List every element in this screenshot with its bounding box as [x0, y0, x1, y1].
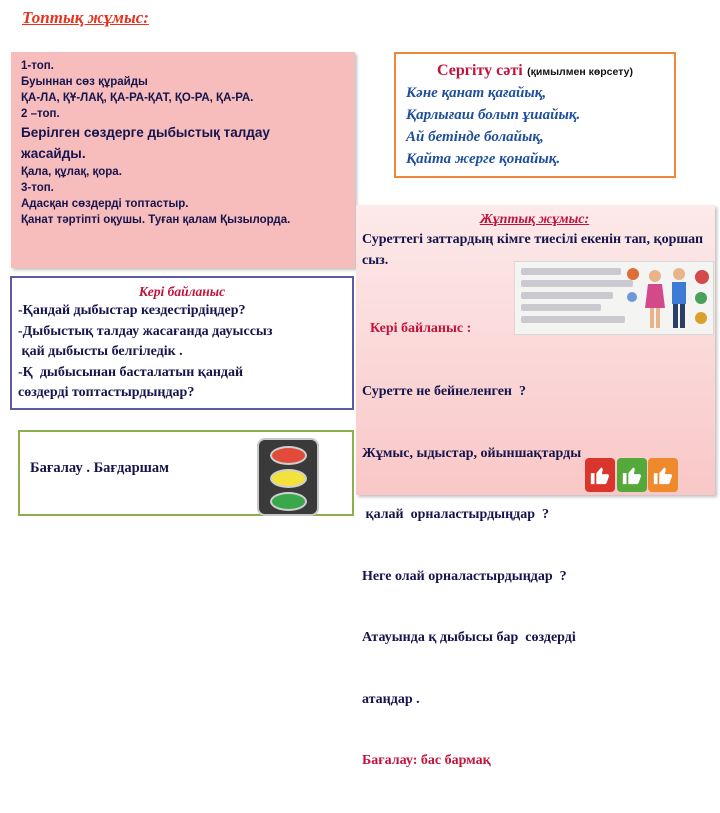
yellow-light — [270, 469, 307, 488]
verse-line: Қайта жерге қонайық. — [406, 151, 561, 167]
group-line: 3-топ. — [21, 182, 54, 194]
feedback-question: -Қандай дыбыстар кездестірдіңдер? — [18, 303, 246, 318]
red-light — [270, 446, 307, 465]
refresh-box — [394, 52, 676, 178]
boy-icon — [667, 266, 691, 332]
pair-work-box — [356, 205, 715, 768]
group-line: Қанат тәртіпті оқушы. Туған қалам Қызылорда. — [21, 214, 291, 226]
group-line: жасайды. — [21, 146, 86, 161]
verse-line: Ай бетінде болайық, — [406, 129, 544, 145]
pair-assessment: Бағалау: бас бармақ — [362, 753, 491, 768]
assessment-label: Бағалау . Бағдаршам — [30, 460, 170, 476]
pair-work-task: Суреттегі заттардың кімге тиесілі екенін тап, қоршап сыз. — [362, 232, 704, 268]
green-light — [270, 492, 307, 511]
pair-question: Суретте не бейнеленген ? — [362, 384, 526, 399]
thumbs-up-red-icon — [585, 458, 615, 492]
assessment-box — [18, 430, 354, 516]
traffic-light-icon — [257, 438, 319, 516]
pair-work-title: Жұптық жұмыс: — [479, 212, 590, 227]
group-work-box — [11, 52, 355, 268]
pair-questions — [362, 341, 581, 813]
feedback-question: сөздерді топтастырдыңдар? — [18, 385, 195, 400]
page-title: Топтық жұмыс: — [22, 8, 149, 27]
verse-line: Қарлығаш болып ұшайық. — [406, 107, 581, 123]
thumbs-up-orange-icon — [648, 458, 678, 492]
pair-feedback-title: Кері байланыс : — [370, 321, 472, 336]
group-line: Буыннан сөз құрайды — [21, 76, 148, 88]
worksheet-image — [514, 261, 714, 335]
group-line: Қала, құлақ, қора. — [21, 166, 122, 178]
group-line: 2 –топ. — [21, 108, 60, 120]
refresh-subtitle: (қимылмен көрсету) — [527, 66, 633, 78]
group-line: Адасқан сөздерді топтастыр. — [21, 198, 189, 210]
pair-question: Атауында қ дыбысы бар сөздерді — [362, 630, 576, 645]
pair-question: атаңдар . — [362, 691, 420, 707]
pair-question: Жұмыс, ыдыстар, ойыншақтарды — [362, 445, 582, 461]
verse-line: Кәне қанат қағайық, — [406, 85, 547, 101]
refresh-heading — [406, 62, 664, 80]
pair-question: қалай орналастырдыңдар ? — [362, 507, 550, 522]
girl-icon — [643, 268, 667, 332]
feedback-title: Кері байланыс — [138, 284, 226, 299]
pair-question: Неге олай орналастырдыңдар ? — [362, 568, 567, 584]
feedback-box — [10, 276, 354, 410]
group-line: Берілген сөздерге дыбыстық талдау — [21, 125, 270, 140]
group-line: 1-топ. — [21, 60, 54, 72]
feedback-question: -Қ дыбысынан басталатын қандай — [18, 364, 244, 380]
feedback-question: қай дыбысты белгіледік . — [18, 344, 183, 359]
thumbs-up-green-icon — [617, 458, 647, 492]
group-line: ҚА-ЛА, ҚҰ-ЛАҚ, ҚА-РА-ҚАТ, ҚО-РА, ҚА-РА. — [21, 92, 254, 104]
refresh-title: Сергіту сәті — [437, 62, 523, 79]
feedback-question: -Дыбыстық талдау жасағанда дауыссыз — [18, 323, 273, 339]
